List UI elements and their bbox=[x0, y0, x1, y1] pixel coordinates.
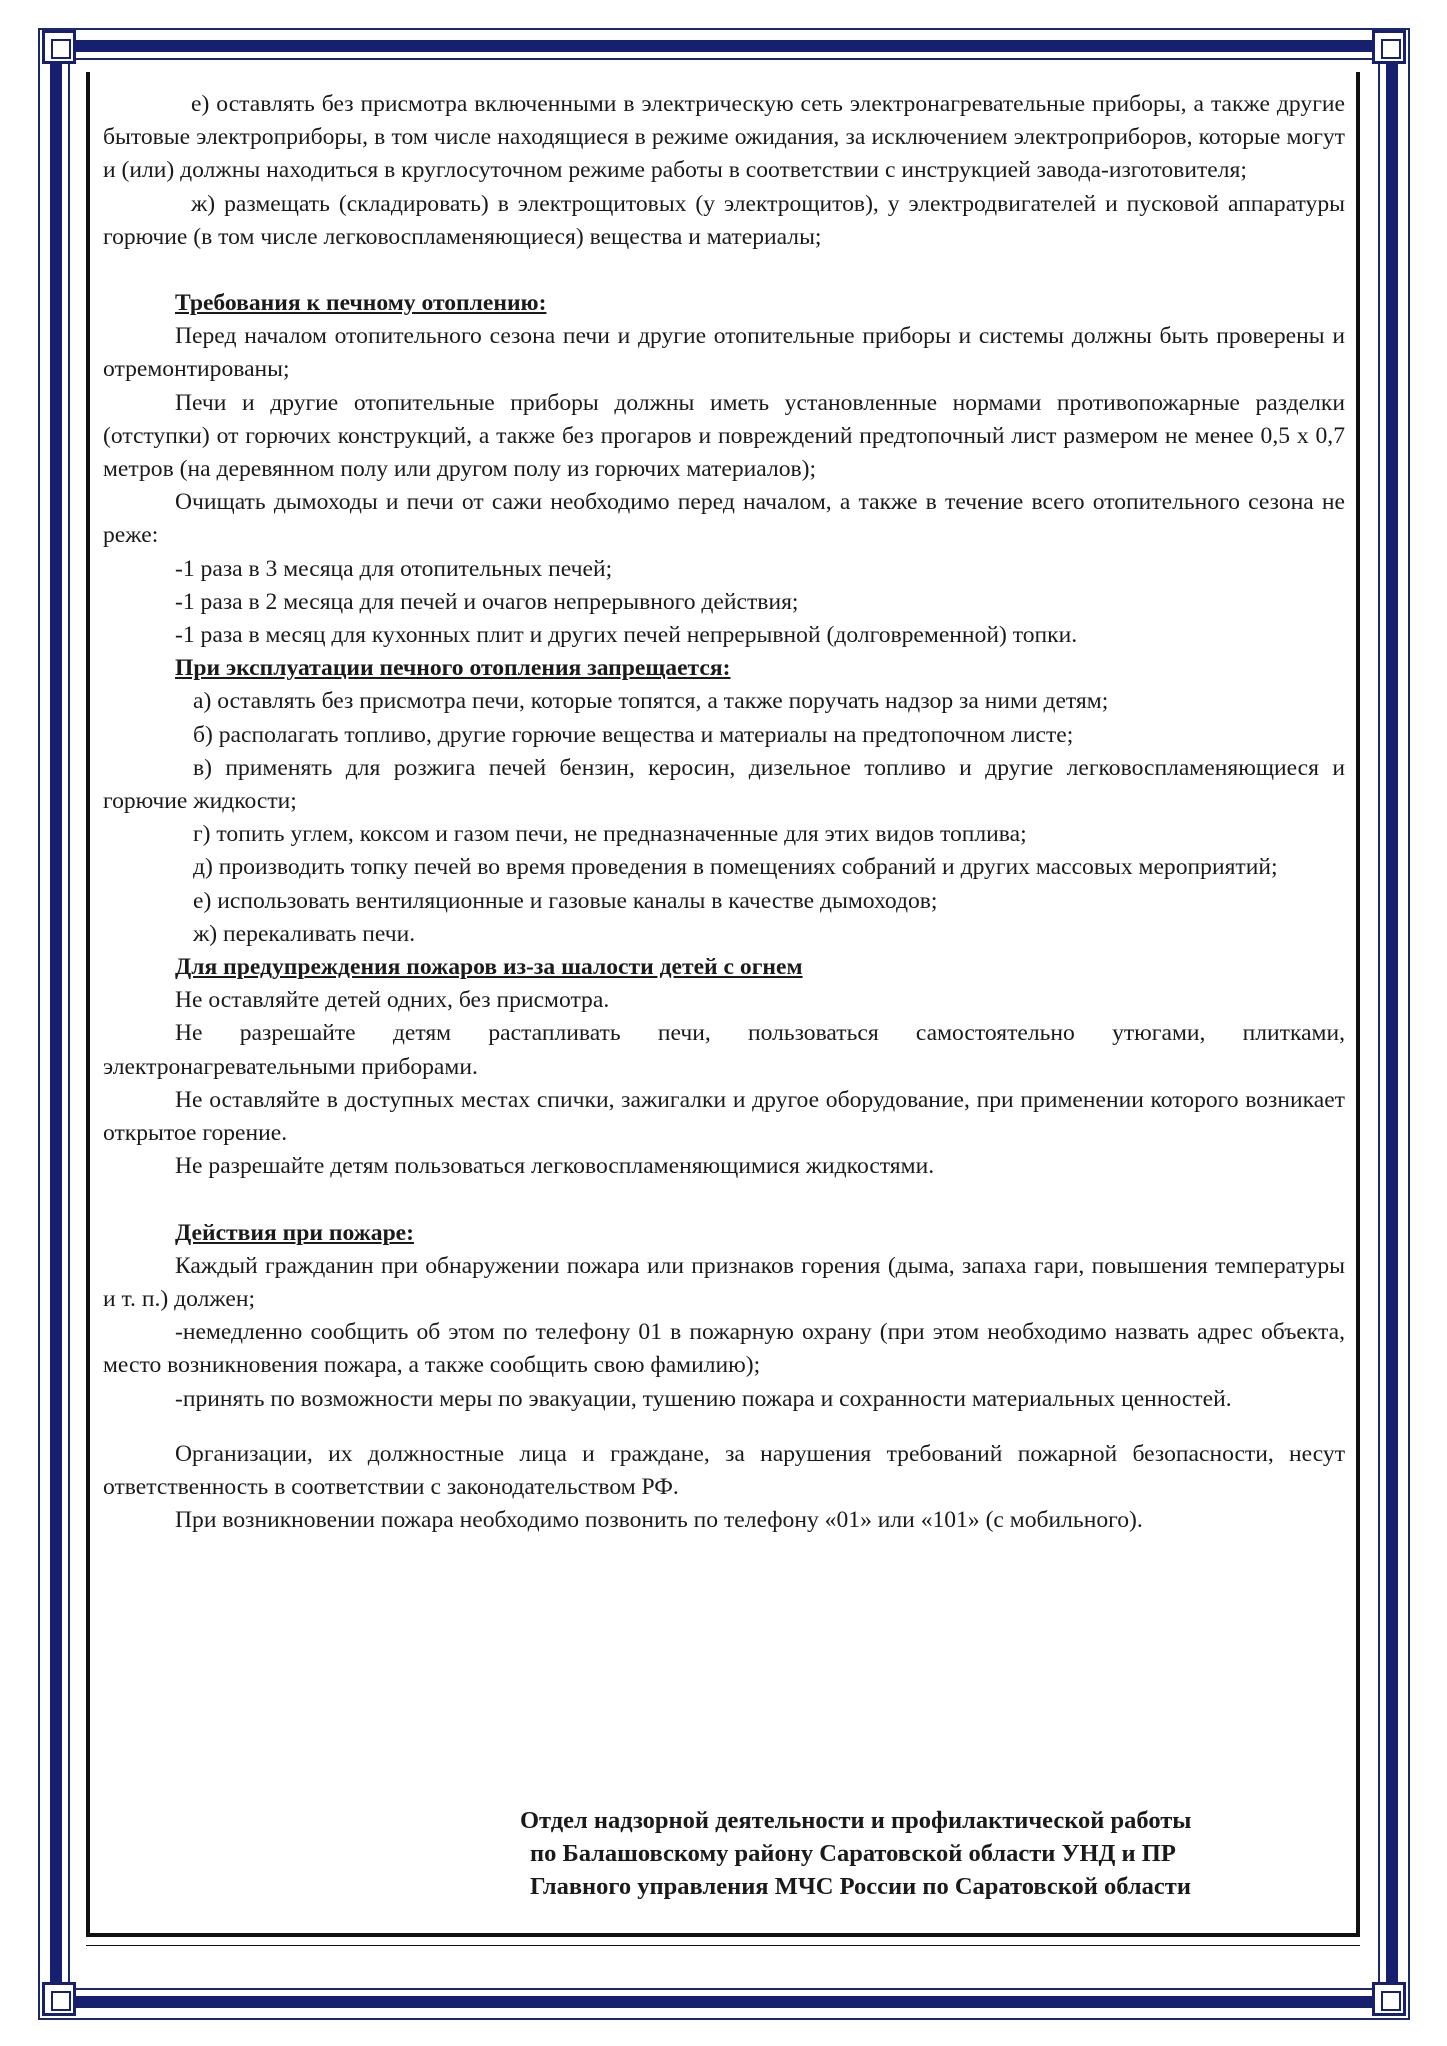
document-body bbox=[103, 88, 1345, 1537]
list-item: в) применять для розжига печей бензин, керосин, дизельное топливо и другие легковоспламеняющиеся и горючие жидкости; bbox=[103, 754, 1345, 815]
paragraph: Перед началом отопительного сезона печи и другие отопительные приборы и системы должны быть проверены и отремонтированы; bbox=[103, 323, 1345, 383]
paragraph: Не разрешайте детям пользоваться легковоспламеняющимися жидкостями. bbox=[175, 1153, 935, 1180]
section-heading-fire: Действия при пожаре: bbox=[175, 1219, 415, 1246]
frame-corner-ornament bbox=[42, 30, 76, 64]
paragraph: Печи и другие отопительные приборы должны иметь установленные нормами противопожарные разделки (отступки) от горючих конструкций, а также без прогаров и повреждений предтопочный лист размером не менее 0,5 х 0,7 метров (на деревянном полу или другом полу из горючих материалов); bbox=[103, 389, 1345, 483]
frame-corner-ornament bbox=[42, 1982, 76, 2016]
list-item: б) располагать топливо, другие горючие вещества и материалы на предтопочном листе; bbox=[193, 721, 1074, 748]
section-heading-children: Для предупреждения пожаров из-за шалости детей с огнем bbox=[175, 954, 803, 981]
list-item: г) топить углем, коксом и газом печи, не предназначенные для этих видов топлива; bbox=[193, 821, 1027, 848]
list-item: -1 раза в 2 месяца для печей и очагов непрерывного действия; bbox=[175, 588, 799, 615]
list-item: д) производить топку печей во время проведения в помещениях собраний и других массовых мероприятий; bbox=[193, 854, 1278, 881]
signature-line: по Балашовскому району Саратовской области УНД и ПР bbox=[530, 1840, 1176, 1867]
paragraph: Организации, их должностные лица и граждане, за нарушения требований пожарной безопасности, несут ответственность в соответствии с законодательством РФ. bbox=[103, 1440, 1345, 1500]
page-border-left bbox=[86, 72, 90, 1937]
list-item: е) использовать вентиляционные и газовые каналы в качестве дымоходов; bbox=[193, 887, 938, 914]
paragraph: При возникновении пожара необходимо позвонить по телефону «01» или «101» (с мобильного). bbox=[175, 1507, 1143, 1534]
paragraph: -немедленно сообщить об этом по телефону 01 в пожарную охрану (при этом необходимо назвать адрес объекта, место возникновения пожара, а также сообщить свою фамилию); bbox=[103, 1319, 1345, 1379]
paragraph: Не разрешайте детям растапливать печи, пользоваться самостоятельно утюгами, плитками, электронагревательными приборами. bbox=[103, 1020, 1345, 1080]
paragraph: е) оставлять без присмотра включенными в электрическую сеть электронагревательные приборы, а также другие бытовые электроприборы, в том числе находящиеся в режиме ожидания, за исключением электроприборов, которые могут и (или) должны находиться в круглосуточном режиме работы в соответствии с инструкцией завода-изготовителя; bbox=[103, 91, 1345, 184]
paragraph: Не оставляйте детей одних, без присмотра. bbox=[175, 987, 610, 1014]
paragraph: ж) размещать (складировать) в электрощитовых (у электрощитов), у электродвигателей и пусковой аппаратуры горючие (в том числе легковоспламеняющиеся) вещества и материалы; bbox=[103, 190, 1345, 250]
page-border-bottom bbox=[86, 1933, 1360, 1937]
paragraph: Очищать дымоходы и печи от сажи необходимо перед началом, а также в течение всего отопительного сезона не реже: bbox=[103, 489, 1345, 549]
list-item: ж) перекаливать печи. bbox=[193, 920, 416, 947]
list-item: -1 раза в месяц для кухонных плит и других печей непрерывной (долговременной) топки. bbox=[175, 622, 1078, 649]
section-heading-stove: Требования к печному отоплению: bbox=[175, 290, 547, 317]
list-item: -1 раза в 3 месяца для отопительных печей; bbox=[175, 555, 613, 582]
paragraph: Не оставляйте в доступных местах спички, зажигалки и другое оборудование, при применении которого возникает открытое горение. bbox=[103, 1086, 1345, 1147]
list-item: а) оставлять без присмотра печи, которые топятся, а также поручать надзор за ними детям; bbox=[193, 688, 1109, 715]
paragraph: Каждый гражданин при обнаружении пожара или признаков горения (дыма, запаха гари, повышения температуры и т. п.) должен; bbox=[103, 1252, 1345, 1312]
frame-corner-ornament bbox=[1372, 1982, 1406, 2016]
section-heading-prohibited: При эксплуатации печного отопления запрещается: bbox=[175, 655, 731, 682]
signature-line: Отдел надзорной деятельности и профилактической работы bbox=[520, 1807, 1192, 1834]
paragraph: -принять по возможности меры по эвакуации, тушению пожара и сохранности материальных ценностей. bbox=[175, 1385, 1232, 1412]
frame-corner-ornament bbox=[1372, 30, 1406, 64]
page-border-bottom-thin bbox=[86, 1945, 1360, 1946]
page-border-right bbox=[1356, 72, 1360, 1937]
signature-line: Главного управления МЧС России по Саратовской области bbox=[530, 1873, 1191, 1900]
signature-block bbox=[520, 1804, 1340, 1903]
